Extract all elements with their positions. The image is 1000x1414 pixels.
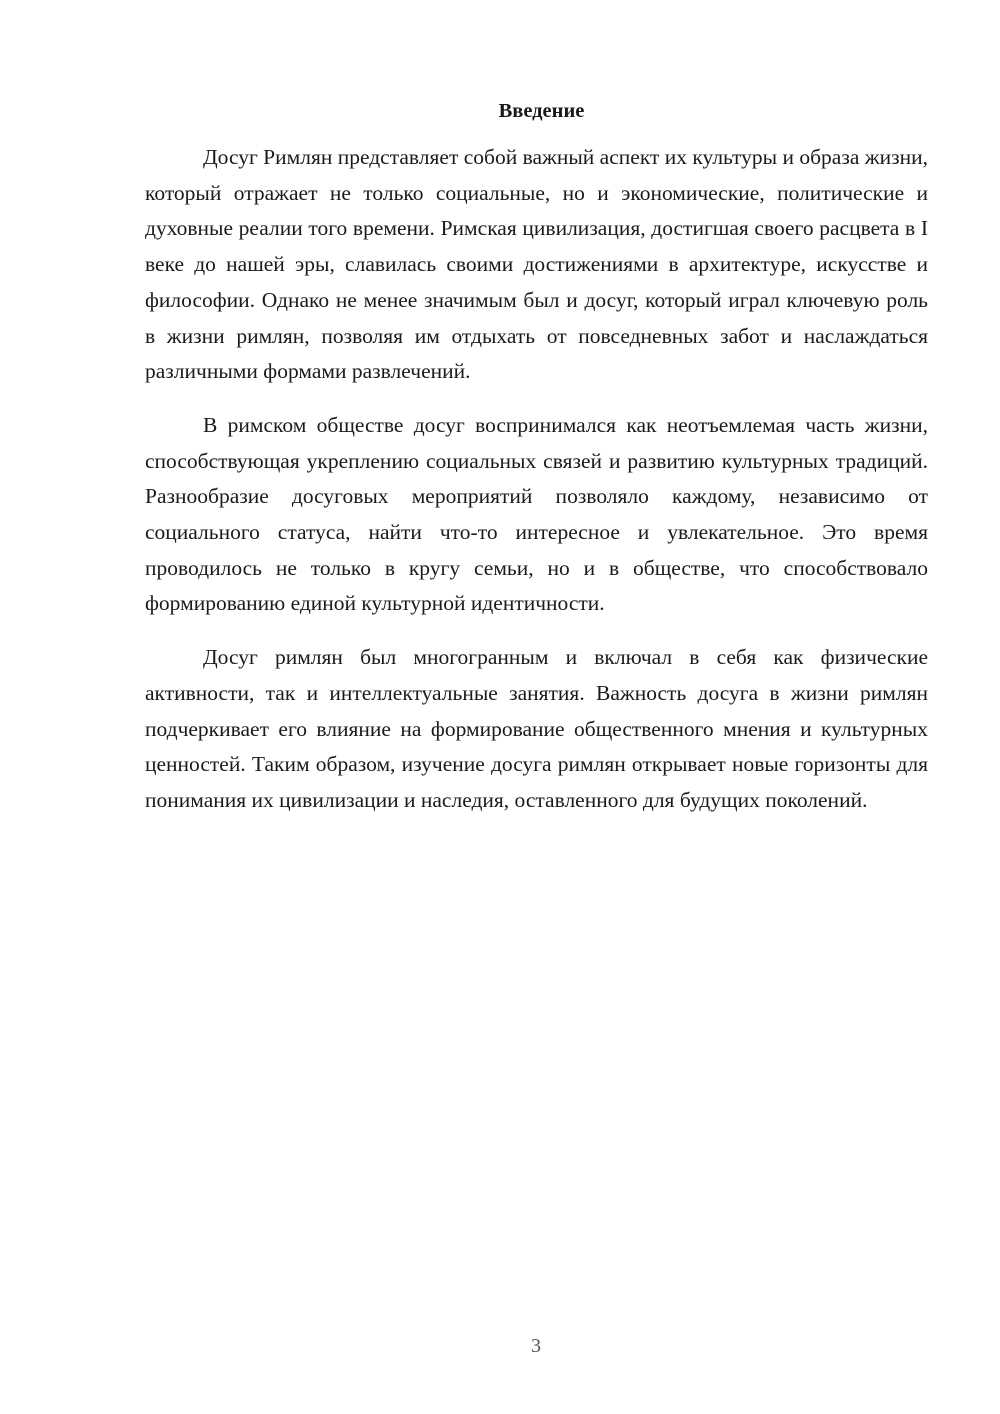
paragraph-2: В римском обществе досуг воспринимался как неотъемлемая часть жизни, способствующая укреплению социальных связей и развитию культурных традиций. Разнообразие досуговых мероприятий позволяло каждому, независимо от социального статуса, найти что-то интересное и увлекательное. Это время проводилось не только в кругу семьи, но и в обществе, что способствовало формированию единой культурной идентичности. xyxy=(145,412,928,616)
paragraph-3: Досуг римлян был многогранным и включал в себя как физические активности, так и интеллектуальные занятия. Важность досуга в жизни римлян подчеркивает его влияние на формирование общественного мнения и культурных ценностей. Таким образом, изучение досуга римлян открывает новые горизонты для понимания их цивилизации и наследия, оставленного для будущих поколений. xyxy=(145,645,928,812)
section-title: Введение xyxy=(498,100,585,122)
page-number: 3 xyxy=(531,1335,541,1357)
paragraph-1: Досуг Римлян представляет собой важный аспект их культуры и образа жизни, который отражает не только социальные, но и экономические, политические и духовные реалии того времени. Римская цивилизация, достигшая своего расцвета в I веке до нашей эры, славилась своими достижениями в архитектуре, искусстве и философии. Однако не менее значимым был и досуг, который играл ключевую роль в жизни римлян, позволяя им отдыхать от повседневных забот и наслаждаться различными формами развлечений. xyxy=(145,145,928,384)
page-content xyxy=(145,96,928,819)
